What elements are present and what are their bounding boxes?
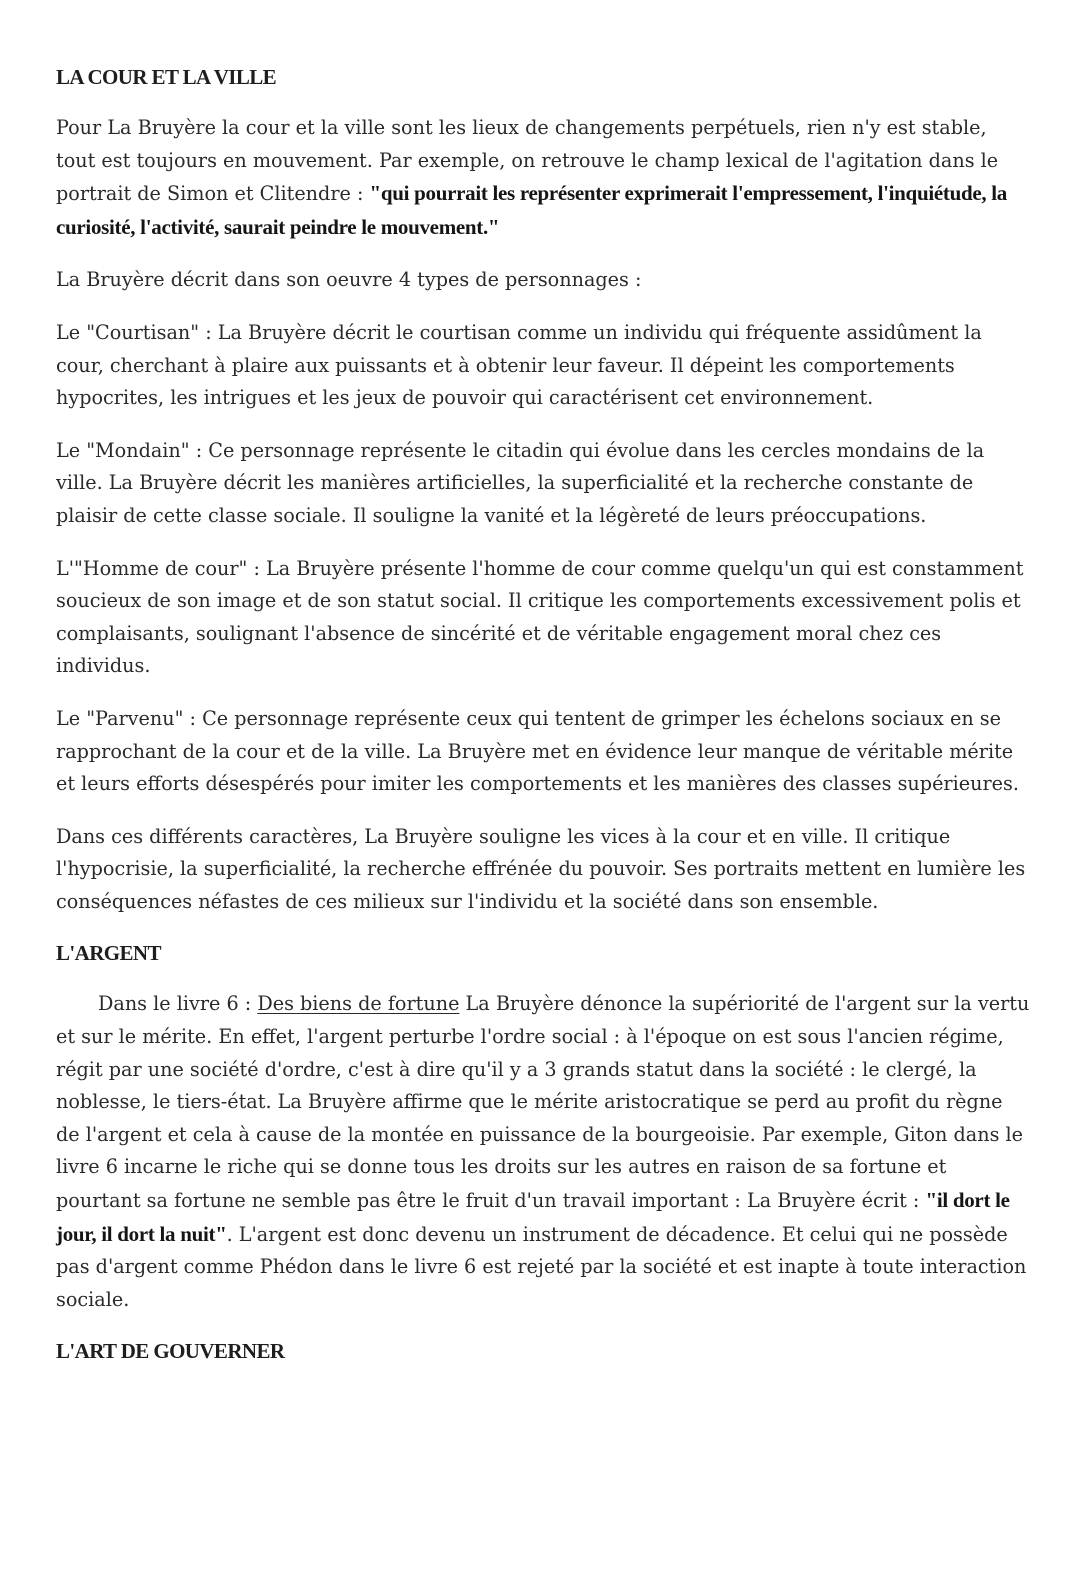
intro-quote: "qui pourrait les représenter exprimerait l'empressement, l'inquiétude, la curiosité, l'activité, saurait peindre le mouvement."	[56, 181, 1007, 239]
courtisan-paragraph: Le "Courtisan" : La Bruyère décrit le courtisan comme un individu qui fréquente assidûment la cour, cherchant à plaire aux puissants et à obtenir leur faveur. Il dépeint les comportements hypocrites, les intrigues et les jeux de pouvoir qui caractérisent cet environnement.	[56, 320, 982, 410]
homme-de-cour-paragraph: L'"Homme de cour" : La Bruyère présente l'homme de cour comme quelqu'un qui est constamment soucieux de son image et de son statut social. Il critique les comportements excessivement polis et complaisants, soulignant l'absence de sincérité et de véritable engagement moral chez ces individus.	[56, 556, 1024, 678]
types-intro-paragraph: La Bruyère décrit dans son oeuvre 4 types de personnages :	[56, 268, 642, 292]
mondain-paragraph: Le "Mondain" : Ce personnage représente le citadin qui évolue dans les cercles mondains de la ville. La Bruyère décrit les manières artificielles, la superficialité et la recherche constante de plaisir de cette classe sociale. Il souligne la vanité et la légèreté de leurs préoccupations.	[56, 438, 985, 527]
conclusion-paragraph: Dans ces différents caractères, La Bruyère souligne les vices à la cour et en ville. Il critique l'hypocrisie, la superficialité, la recherche effrénée du pouvoir. Ses portraits mettent en lumière les conséquences néfastes de ces milieux sur l'individu et la société dans son ensemble.	[56, 824, 1026, 913]
section-heading-cour-ville: LA COUR ET LA VILLE	[56, 65, 277, 89]
argent-tail: . L'argent est donc devenu un instrument de décadence. Et celui qui ne possède pas d'argent comme Phédon dans le livre 6 est rejeté par la société et est inapte à toute interaction sociale.	[56, 1222, 1027, 1311]
intro-text: Pour La Bruyère la cour et la ville sont les lieux de changements perpétuels, rien n'y est stable, tout est toujours en mouvement. Par exemple, on retrouve le champ lexical de l'agitation dans le portrait de Simon et Clitendre :	[56, 116, 999, 206]
argent-body: La Bruyère dénonce la supériorité de l'argent sur la vertu et sur le mérite. En effet, l'argent perturbe l'ordre social : à l'époque on est sous l'ancien régime, régit par une société d'ordre, c'est à dire qu'il y a 3 grands statut dans la société : le clergé, la noblesse, le tiers-état. La Bruyère affirme que le mérite aristocratique se perd au profit du règne de l'argent et cela à cause de la montée en puissance de la bourgeoisie. Par exemple, Giton dans le livre 6 incarne le riche qui se donne tous les droits sur les autres en raison de sa fortune et pourtant sa fortune ne semble pas être le fruit d'un travail important : La Bruyère écrit :	[56, 992, 1030, 1213]
intro-paragraph	[56, 112, 1031, 244]
parvenu-paragraph: Le "Parvenu" : Ce personnage représente ceux qui tentent de grimper les échelons sociaux en se rapprochant de la cour et de la ville. La Bruyère met en évidence leur manque de véritable mérite et leurs efforts désespérés pour imiter les comportements et les manières des classes supérieures.	[56, 706, 1019, 796]
argent-paragraph	[56, 988, 1031, 1316]
giton-quote: "il dort le jour, il dort la nuit"	[56, 1188, 1010, 1246]
argent-lead: Dans le livre 6 :	[98, 992, 258, 1016]
document-page	[56, 62, 1031, 1386]
book-title: Des biens de fortune	[257, 992, 460, 1016]
section-heading-gouverner: L'ART DE GOUVERNER	[56, 1339, 285, 1364]
section-heading-argent: L'ARGENT	[56, 941, 161, 966]
